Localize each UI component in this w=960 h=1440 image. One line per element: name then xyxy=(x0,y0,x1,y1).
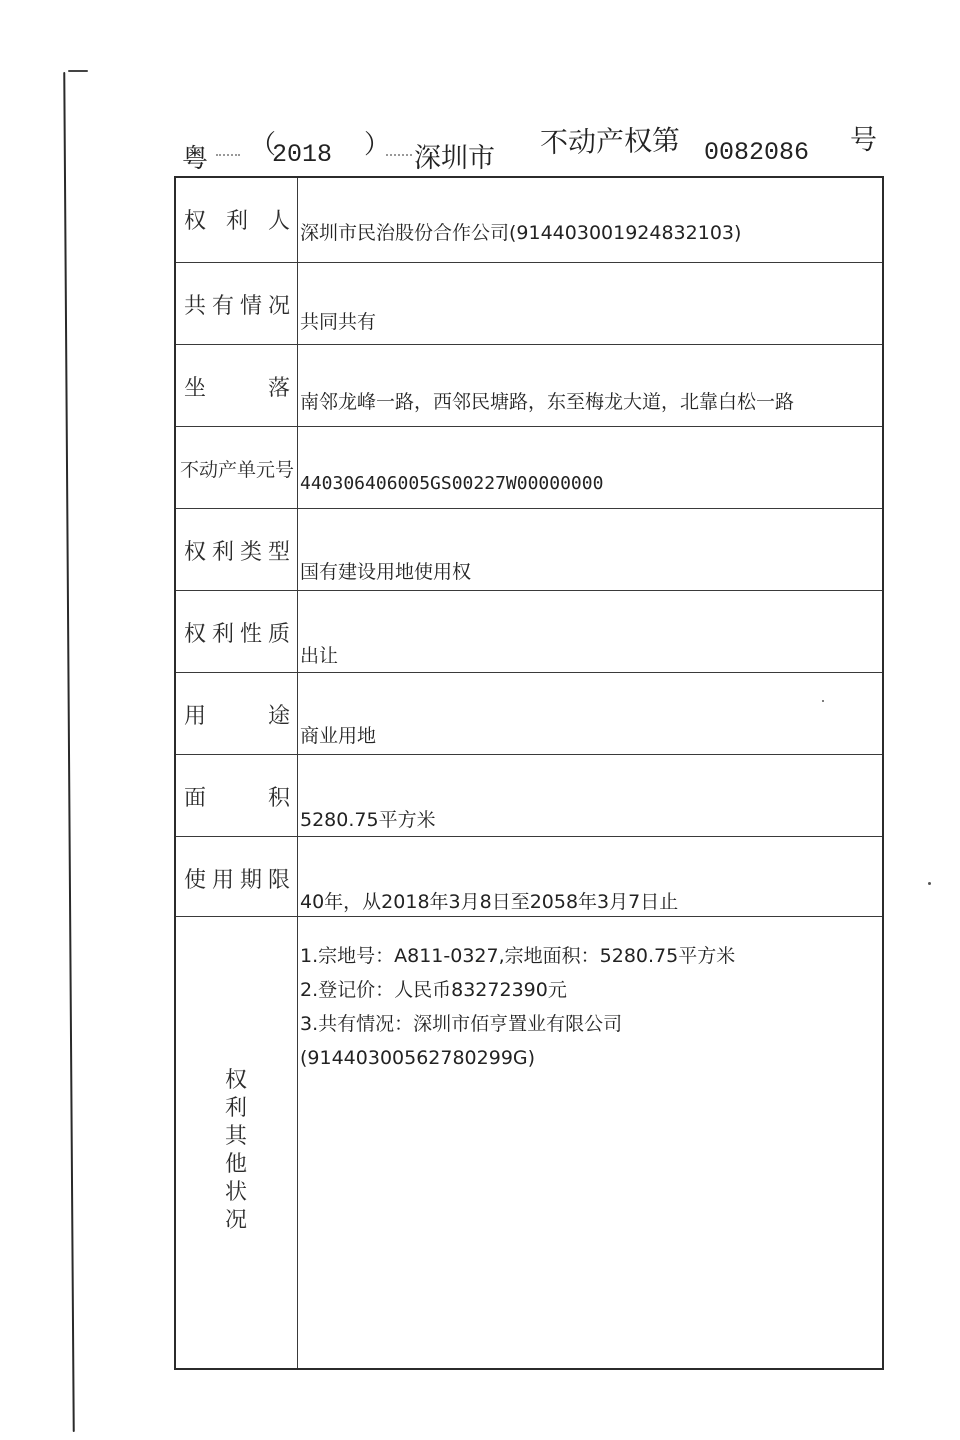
other-conditions-list xyxy=(300,939,735,1075)
row-right-nature xyxy=(176,590,882,674)
header-close-paren: ） xyxy=(364,130,391,160)
value-area: 5280.75平方米 xyxy=(300,809,436,831)
value-co-ownership: 共同共有 xyxy=(300,311,377,333)
label-usage: 用 途 xyxy=(176,673,298,756)
value-right-type: 国有建设用地使用权 xyxy=(300,561,472,583)
row-right-type xyxy=(176,508,882,592)
row-right-holder xyxy=(176,178,882,264)
label-location: 坐 落 xyxy=(176,345,298,428)
other-condition-line: (91440300562780299G) xyxy=(300,1047,536,1069)
label-other-conditions: 权利其他状况 xyxy=(176,917,298,1368)
row-area xyxy=(176,754,882,838)
label-right-type: 权利类型 xyxy=(176,509,298,592)
value-right-nature: 出让 xyxy=(300,645,339,667)
header-title: 不动产权第 xyxy=(539,123,681,160)
row-usage xyxy=(176,672,882,756)
label-right-holder: 权 利 人 xyxy=(176,178,298,264)
row-location xyxy=(176,344,882,428)
header-open-paren: （ xyxy=(250,130,277,160)
row-term xyxy=(176,836,882,918)
label-right-nature: 权利性质 xyxy=(176,591,298,674)
row-co-ownership xyxy=(176,262,882,346)
scan-speck xyxy=(822,700,824,702)
header-dotted-line-2 xyxy=(386,154,412,156)
scan-speck xyxy=(928,882,931,885)
property-rights-table xyxy=(174,176,884,1370)
label-co-ownership: 共有情况 xyxy=(176,263,298,346)
label-area: 面 积 xyxy=(176,755,298,838)
header-cert-number: 0082086 xyxy=(704,138,810,167)
value-location: 南邻龙峰一路，西邻民塘路，东至梅龙大道，北靠白松一路 xyxy=(300,391,795,413)
header-dotted-line xyxy=(216,154,240,156)
header-city: 深圳市 xyxy=(414,143,495,174)
row-other-conditions xyxy=(176,916,882,1368)
label-term: 使用期限 xyxy=(176,837,298,918)
header-suffix: 号 xyxy=(850,125,877,156)
row-unit-number xyxy=(176,426,882,510)
other-condition-line: 3.共有情况：深圳市佰亨置业有限公司 xyxy=(300,1013,623,1035)
value-right-holder: 深圳市民治股份合作公司(914403001924832103) xyxy=(300,222,742,244)
certificate-header xyxy=(0,0,960,180)
value-term: 40年，从2018年3月8日至2058年3月7日止 xyxy=(300,891,679,913)
value-usage: 商业用地 xyxy=(300,725,377,747)
value-unit-number: 440306406005GS00227W00000000 xyxy=(300,473,604,494)
header-province: 粤 xyxy=(182,144,209,174)
page-edge xyxy=(63,72,74,1432)
other-condition-line: 2.登记价：人民币83272390元 xyxy=(300,979,567,1001)
other-condition-line: 1.宗地号：A811-0327,宗地面积：5280.75平方米 xyxy=(300,945,736,967)
label-unit-number: 不动产单元号 xyxy=(176,427,298,510)
header-year: 2018 xyxy=(272,140,333,169)
